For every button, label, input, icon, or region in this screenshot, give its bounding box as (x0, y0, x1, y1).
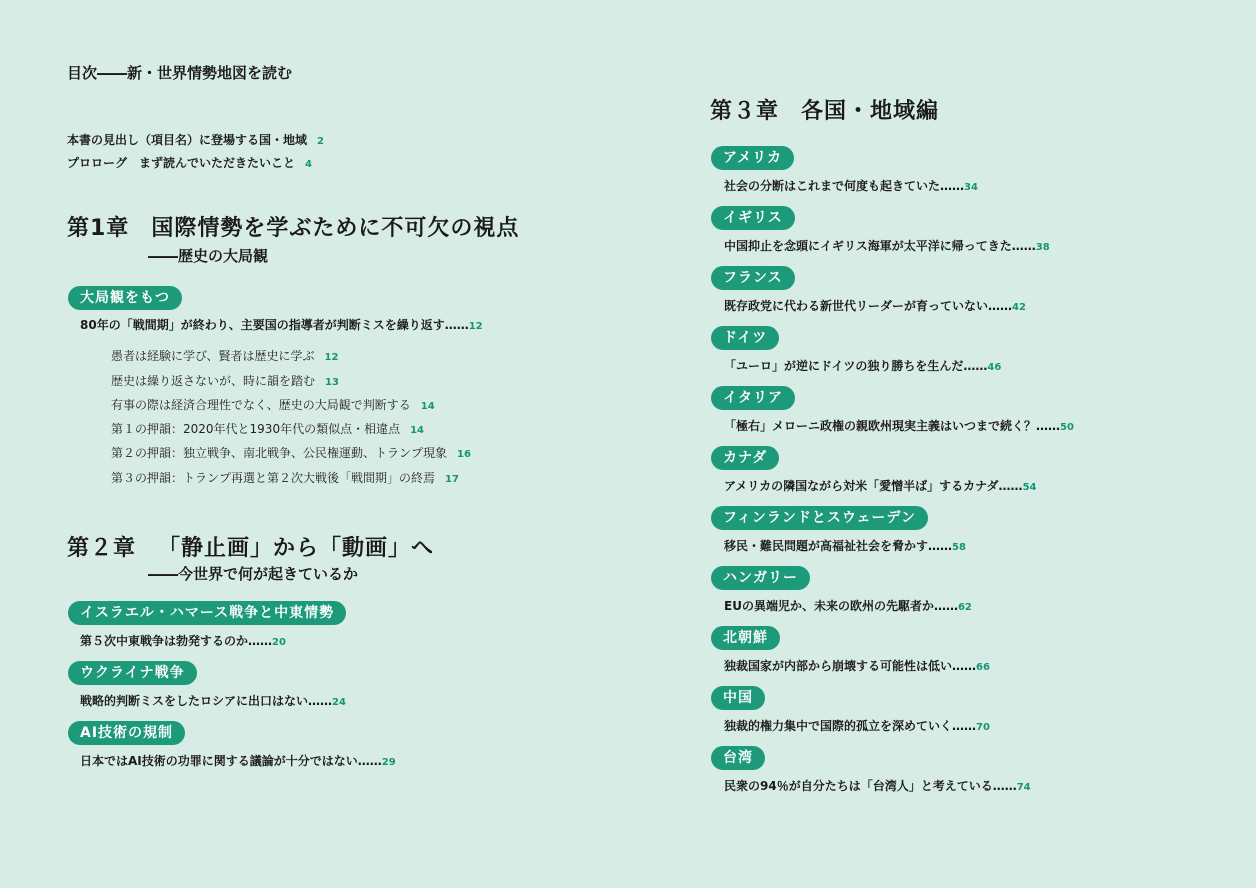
page-number: 24 (332, 697, 346, 708)
chapter-title-text: 「静止画」から「動画」へ (158, 536, 435, 561)
entry-text: 中国抑止を念頭にイギリス海軍が太平洋に帰ってきた…… (724, 239, 1036, 253)
toc-entry[interactable] (724, 537, 966, 554)
toc-entry[interactable] (80, 632, 286, 649)
entry-text: 既存政党に代わる新世代リーダーが育っていない…… (724, 299, 1013, 313)
toc-subentry[interactable] (111, 469, 459, 486)
page-number: 12 (468, 321, 483, 332)
entry-text: EUの異端児か、未来の欧州の先駆者か…… (724, 599, 958, 613)
page-number: 34 (964, 182, 978, 193)
chapter-2-subtitle: ――今世界で何が起きているか (148, 565, 359, 583)
entry-text: アメリカの隣国ながら対米「愛憎半ば」するカナダ…… (724, 479, 1023, 493)
page-number: 62 (957, 602, 972, 613)
section-pill[interactable]: イギリス (711, 206, 795, 230)
entry-text: 移民・難民問題が高福祉社会を脅かす…… (724, 539, 953, 553)
section-pill[interactable]: 大局観をもつ (68, 286, 182, 310)
intro-line-1[interactable] (67, 154, 312, 171)
toc-entry[interactable] (724, 357, 1001, 374)
toc-subentry[interactable] (111, 347, 338, 364)
entry-text: 日本ではAI技術の功罪に関する議論が十分ではない…… (80, 754, 382, 768)
section-pill[interactable]: ハンガリー (711, 566, 810, 590)
entry-text: 独裁国家が内部から崩壊する可能性は低い…… (724, 659, 977, 673)
entry-text: 第１の押韻：2020年代と1930年代の類似点・相違点 (111, 422, 401, 436)
page-number: 16 (457, 449, 471, 460)
entry-text: 独裁的権力集中で国際的孤立を深めていく…… (724, 719, 977, 733)
toc-entry[interactable] (724, 417, 1074, 434)
section-pill[interactable]: アメリカ (711, 146, 794, 170)
toc-entry[interactable] (724, 237, 1050, 254)
section-pill[interactable]: ウクライナ戦争 (68, 661, 197, 685)
chapter-number: 第２章 (67, 536, 137, 561)
chapter-number: 第３章 (710, 99, 780, 124)
section-pill[interactable]: フランス (711, 266, 795, 290)
entry-text: 歴史は繰り返さないが、時に韻を踏む (111, 374, 316, 388)
page-number: 13 (325, 377, 339, 388)
page-number: 4 (305, 159, 312, 170)
toc-entry[interactable] (724, 177, 978, 194)
entry-text: 愚者は経験に学び、賢者は歴史に学ぶ (111, 349, 315, 363)
page-number: 2 (317, 136, 324, 147)
toc-subentry[interactable] (111, 420, 424, 437)
page-number: 74 (1016, 782, 1031, 793)
chapter-1-subtitle: ――歴史の大局観 (148, 247, 269, 265)
toc-entry[interactable] (724, 777, 1031, 794)
toc-subentry[interactable] (111, 396, 435, 413)
chapter-2-title (67, 531, 434, 562)
entry-text: プロローグ まず読んでいただきたいこと (67, 156, 296, 170)
page-number: 50 (1060, 422, 1074, 433)
toc-header: 目次――新・世界情勢地図を読む (67, 64, 293, 82)
page-number: 66 (976, 662, 990, 673)
page-number: 14 (420, 401, 435, 412)
intro-line-0[interactable] (67, 131, 324, 148)
chapter-number: 第1章 (67, 216, 130, 241)
section-pill[interactable]: AI技術の規制 (68, 721, 185, 745)
page-number: 14 (410, 425, 425, 436)
toc-entry[interactable] (724, 477, 1036, 494)
section-pill[interactable]: カナダ (711, 446, 779, 470)
entry-text: 本書の見出し（項目名）に登場する国・地域 (67, 133, 308, 147)
toc-entry[interactable] (724, 597, 972, 614)
page-number: 70 (976, 722, 990, 733)
entry-text: 「ユーロ」が逆にドイツの独り勝ちを生んだ…… (724, 359, 988, 373)
toc-entry[interactable] (724, 657, 990, 674)
entry-text: 社会の分断はこれまで何度も起きていた…… (724, 179, 965, 193)
section-pill[interactable]: フィンランドとスウェーデン (711, 506, 928, 530)
chapter-3-title (710, 94, 939, 125)
toc-entry[interactable] (80, 752, 396, 769)
entry-text: 第２の押韻：独立戦争、南北戦争、公民権運動、トランプ現象 (111, 446, 448, 460)
toc-entry[interactable] (724, 717, 990, 734)
entry-text: 第３の押韻：トランプ再選と第２次大戦後「戦間期」の終焉 (111, 471, 436, 485)
toc-entry[interactable] (80, 316, 483, 333)
chapter-title-text: 国際情勢を学ぶために不可欠の視点 (151, 216, 520, 241)
toc-entry[interactable] (80, 692, 346, 709)
chapter-1-title (67, 211, 519, 242)
page-number: 54 (1022, 482, 1037, 493)
chapter-title-text: 各国・地域編 (801, 99, 940, 124)
section-pill[interactable]: ドイツ (711, 326, 779, 350)
page-number: 29 (381, 757, 396, 768)
section-pill[interactable]: 台湾 (711, 746, 765, 770)
entry-text: 80年の「戦間期」が終わり、主要国の指導者が判断ミスを繰り返す…… (80, 318, 469, 332)
section-pill[interactable]: 中国 (711, 686, 765, 710)
entry-text: 有事の際は経済合理性でなく、歴史の大局観で判断する (111, 398, 411, 412)
toc-entry[interactable] (724, 297, 1026, 314)
entry-text: 戦略的判断ミスをしたロシアに出口はない…… (80, 694, 333, 708)
toc-subentry[interactable] (111, 372, 339, 389)
toc-subentry[interactable] (111, 444, 471, 461)
page-number: 17 (445, 474, 459, 485)
page-number: 46 (987, 362, 1002, 373)
page-number: 20 (272, 637, 286, 648)
page-number: 58 (952, 542, 966, 553)
entry-text: 民衆の94％が自分たちは「台湾人」と考えている…… (724, 779, 1017, 793)
entry-text: 「極右」メローニ政権の親欧州現実主義はいつまで続く？…… (724, 419, 1061, 433)
entry-text: 第５次中東戦争は勃発するのか…… (80, 634, 273, 648)
section-pill[interactable]: イタリア (711, 386, 795, 410)
section-pill[interactable]: イスラエル・ハマース戦争と中東情勢 (68, 601, 346, 625)
page-number: 38 (1035, 242, 1050, 253)
page-number: 42 (1012, 302, 1026, 313)
section-pill[interactable]: 北朝鮮 (711, 626, 780, 650)
page-number: 12 (324, 352, 339, 363)
